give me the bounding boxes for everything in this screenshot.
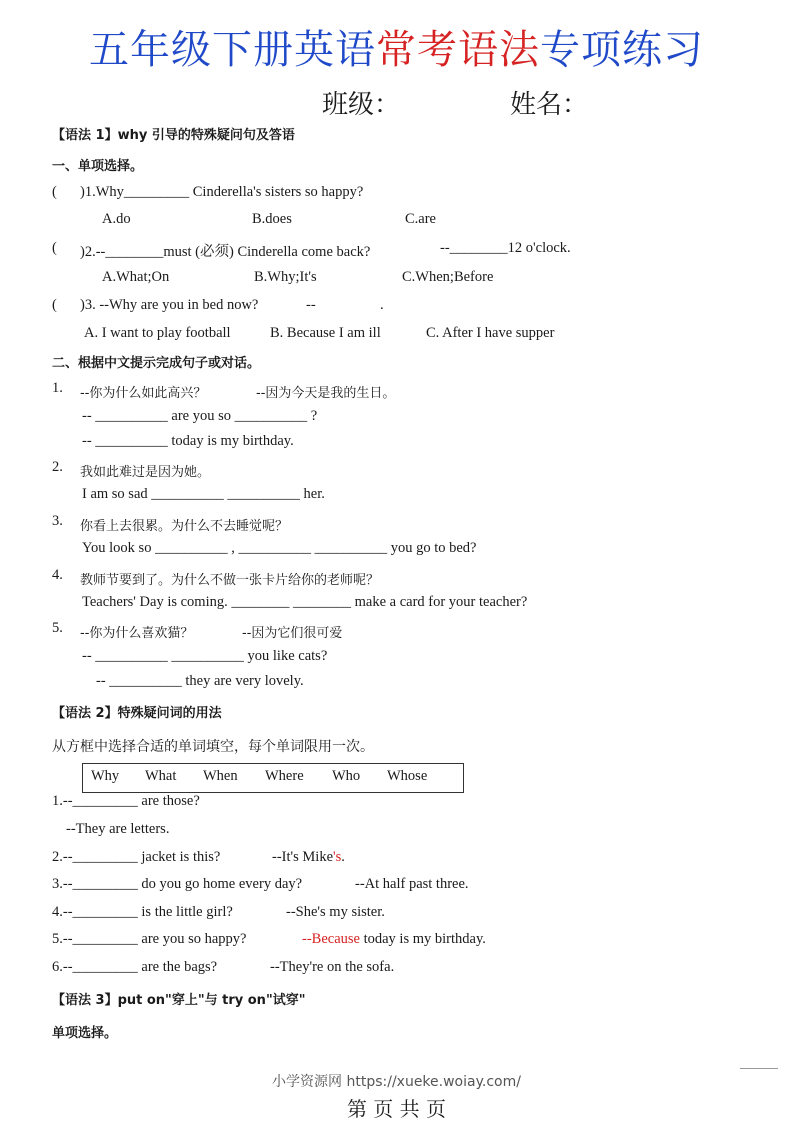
t5-line-2: -- __________ they are very lovely. bbox=[96, 673, 304, 689]
t5-line-1: -- __________ __________ you like cats? bbox=[82, 648, 328, 664]
corner-rule bbox=[740, 1068, 778, 1069]
t1-chinese-a: --你为什么如此高兴？ bbox=[80, 386, 207, 401]
q1-option-b: B.does bbox=[252, 211, 292, 227]
word-why: Why bbox=[91, 768, 120, 784]
t1-number: 1. bbox=[52, 380, 63, 396]
part-2-heading: 二、根据中文提示完成句子或对话。 bbox=[52, 356, 261, 371]
t3-number: 3. bbox=[52, 513, 63, 529]
q3-option-b: B. Because I am ill bbox=[270, 325, 381, 341]
document-title: 五年级下册英语常考语法专项练习 bbox=[89, 27, 704, 73]
q2-stem: )2.--________must (必须) Cinderella come back? bbox=[80, 244, 371, 260]
grammar-3-heading: 【语法 3】put on"穿上"与 try on"试穿" bbox=[52, 993, 306, 1008]
name-label: 姓名： bbox=[510, 90, 589, 120]
q3-option-c: C. After I have supper bbox=[426, 325, 555, 341]
q1-option-a: A.do bbox=[102, 211, 131, 227]
grammar-2-heading: 【语法 2】特殊疑问词的用法 bbox=[52, 706, 222, 721]
q2-reply: --________12 o'clock. bbox=[440, 240, 571, 256]
t1-line-1: -- __________ are you so __________ ? bbox=[82, 408, 318, 424]
word-when: When bbox=[203, 768, 238, 784]
word-box bbox=[82, 763, 464, 793]
grammar-2-instructions: 从方框中选择合适的单词填空，每个单词限用一次。 bbox=[52, 739, 374, 755]
t1-chinese-b: --因为今天是我的生日。 bbox=[256, 386, 396, 401]
part-1-heading: 一、单项选择。 bbox=[52, 159, 144, 174]
q1-paren: ( bbox=[52, 184, 57, 200]
t2-line-1: I am so sad __________ __________ her. bbox=[82, 486, 325, 502]
t4-number: 4. bbox=[52, 567, 63, 583]
t4-chinese: 教师节要到了。为什么不做一张卡片给你的老师呢？ bbox=[80, 573, 380, 588]
g2-q1-question: 1.--_________ are those? bbox=[52, 793, 200, 809]
t5-number: 5. bbox=[52, 620, 63, 636]
q2-option-a: A.What;On bbox=[102, 269, 170, 285]
q2-option-b: B.Why;It's bbox=[254, 269, 317, 285]
class-label: 班级： bbox=[322, 90, 401, 120]
q2-paren: ( bbox=[52, 240, 57, 256]
word-what: What bbox=[145, 768, 177, 784]
g2-q1-answer: --They are letters. bbox=[66, 821, 170, 837]
q3-reply: -- bbox=[306, 297, 316, 313]
g2-q4-question: 4.--_________ is the little girl? bbox=[52, 904, 233, 920]
footer-source: 小学资源网 https://xueke.woiay.com/ bbox=[272, 1074, 521, 1090]
q1-option-c: C.are bbox=[405, 211, 436, 227]
word-whose: Whose bbox=[387, 768, 428, 784]
t5-chinese-b: --因为它们很可爱 bbox=[242, 626, 343, 641]
grammar-1-heading: 【语法 1】why 引导的特殊疑问句及答语 bbox=[52, 128, 295, 143]
grammar-3-part-1: 单项选择。 bbox=[52, 1026, 118, 1041]
g2-q6-question: 6.--_________ are the bags? bbox=[52, 959, 218, 975]
q3-stem: )3. --Why are you in bed now? bbox=[80, 297, 259, 313]
q3-paren: ( bbox=[52, 297, 57, 313]
q1-stem: )1.Why_________ Cinderella's sisters so happy? bbox=[80, 184, 364, 200]
q3-option-a: A. I want to play football bbox=[84, 325, 231, 341]
page-number: 第 页 共 页 bbox=[346, 1097, 447, 1121]
q3-dot: . bbox=[380, 297, 384, 313]
g2-q5-answer: --Because today is my birthday. bbox=[302, 931, 486, 947]
g2-q3-answer: --At half past three. bbox=[355, 876, 469, 892]
q2-option-c: C.When;Before bbox=[402, 269, 494, 285]
t4-line-1: Teachers' Day is coming. ________ ________ make a card for your teacher? bbox=[82, 594, 528, 610]
g2-q5-question: 5.--_________ are you so happy? bbox=[52, 931, 247, 947]
t5-chinese-a: --你为什么喜欢猫？ bbox=[80, 626, 194, 641]
t3-chinese: 你看上去很累。为什么不去睡觉呢？ bbox=[80, 519, 289, 534]
t2-chinese: 我如此难过是因为她。 bbox=[80, 465, 211, 480]
g2-q2-question: 2.--_________ jacket is this? bbox=[52, 849, 221, 865]
g2-q3-question: 3.--_________ do you go home every day? bbox=[52, 876, 303, 892]
word-who: Who bbox=[332, 768, 361, 784]
g2-q2-answer: --It's Mike's. bbox=[272, 849, 345, 865]
t2-number: 2. bbox=[52, 459, 63, 475]
t3-line-1: You look so __________ , __________ __________ you go to bed? bbox=[82, 540, 477, 556]
word-where: Where bbox=[265, 768, 304, 784]
g2-q4-answer: --She's my sister. bbox=[286, 904, 385, 920]
g2-q6-answer: --They're on the sofa. bbox=[270, 959, 395, 975]
t1-line-2: -- __________ today is my birthday. bbox=[82, 433, 294, 449]
